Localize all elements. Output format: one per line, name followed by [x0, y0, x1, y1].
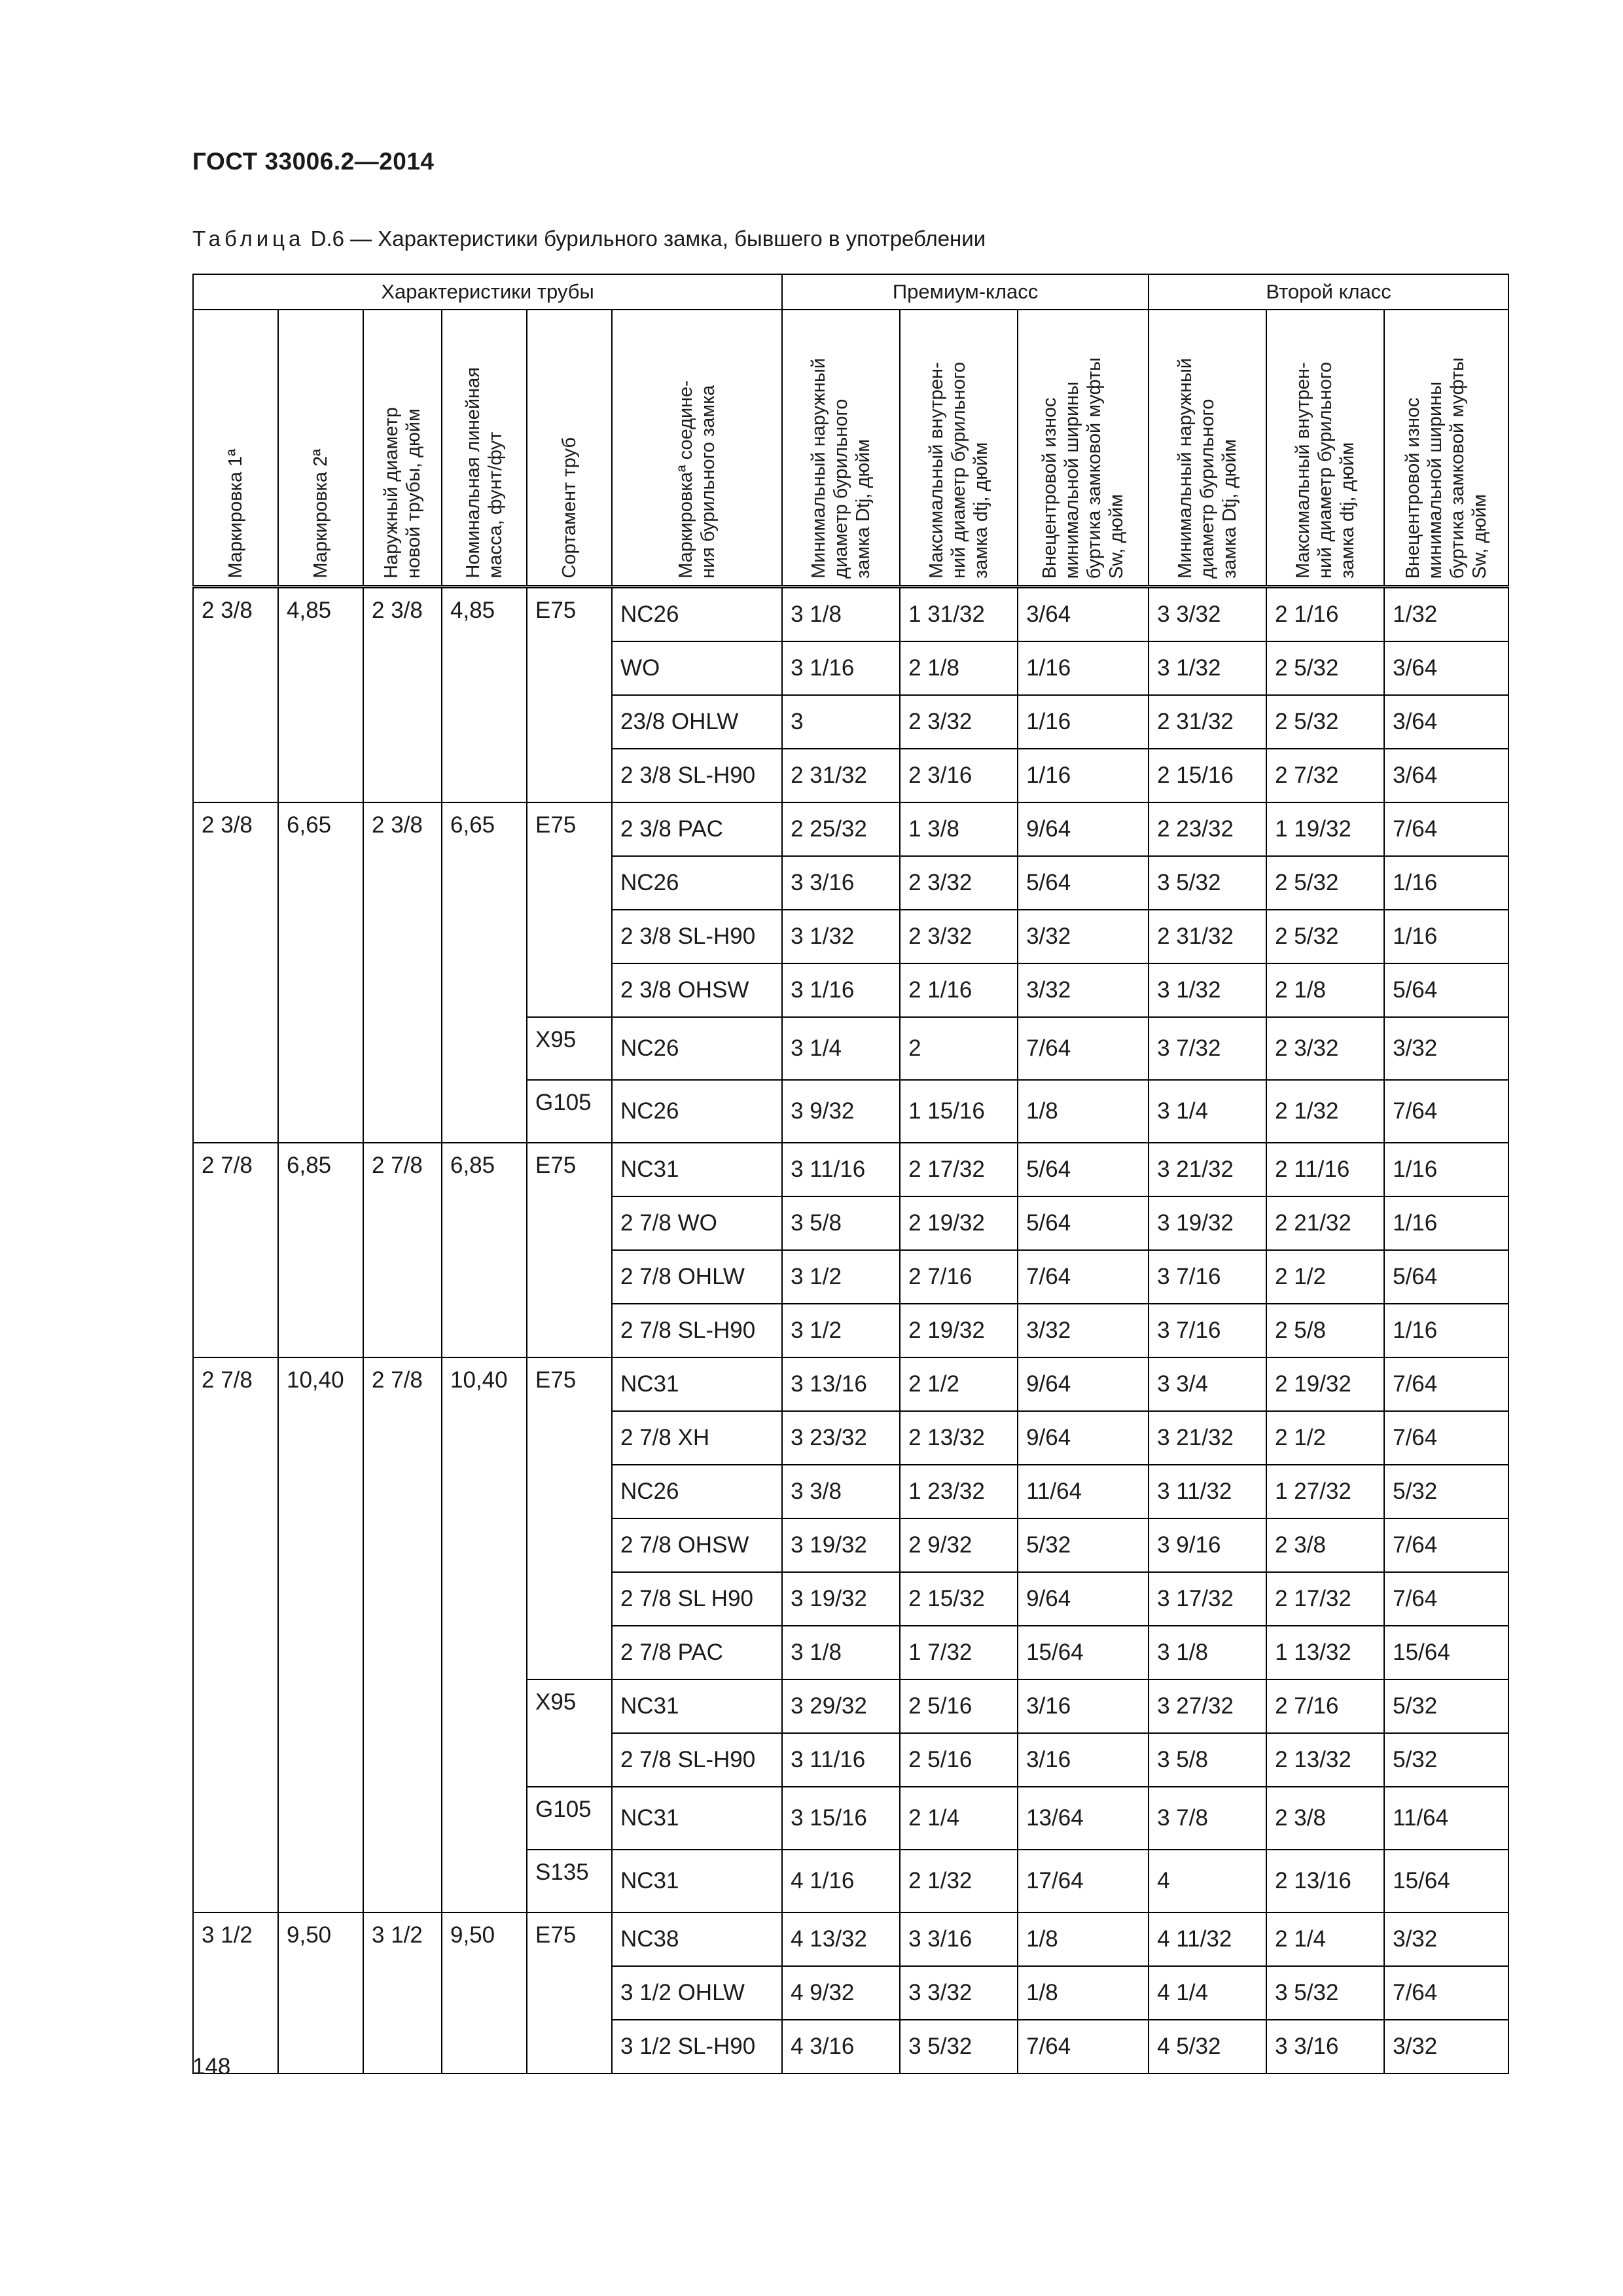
- cell-second-min-od: 4 11/32: [1149, 1912, 1266, 1966]
- cell-premium-max-id: 2 15/32: [900, 1572, 1018, 1626]
- cell-second-min-od: 2 23/32: [1149, 802, 1266, 856]
- cell-second-min-od: 4 1/4: [1149, 1966, 1266, 2020]
- cell-connection: NC26: [612, 1080, 782, 1143]
- group-header-second: Второй класс: [1149, 274, 1508, 310]
- cell-premium-max-id: 2 3/32: [900, 695, 1018, 749]
- cell-premium-max-id: 2 3/32: [900, 856, 1018, 910]
- cell-second-max-id: 2 3/32: [1266, 1017, 1384, 1080]
- cell-connection: NC26: [612, 856, 782, 910]
- cell-mark2: 10,40: [278, 1357, 363, 1912]
- document-header: ГОСТ 33006.2—2014: [192, 148, 435, 175]
- col-header-grade: Сортамент труб: [527, 310, 612, 587]
- col-header-premium-max-id: Максимальный внутрен- ний диаметр бурильного замка dtj, дюйм: [900, 310, 1018, 587]
- cell-connection: NC31: [612, 1679, 782, 1733]
- cell-second-min-od: 3 1/8: [1149, 1626, 1266, 1679]
- table-row: [193, 587, 1508, 642]
- cell-premium-max-id: 2 19/32: [900, 1304, 1018, 1357]
- cell-premium-min-od: 3 1/8: [782, 587, 900, 642]
- cell-premium-min-od: 2 25/32: [782, 802, 900, 856]
- cell-premium-max-id: 2 5/16: [900, 1733, 1018, 1787]
- cell-second-wear: 7/64: [1384, 802, 1508, 856]
- cell-premium-min-od: 4 3/16: [782, 2020, 900, 2073]
- cell-grade: E75: [527, 802, 612, 1017]
- cell-premium-wear: 17/64: [1018, 1850, 1149, 1912]
- cell-premium-max-id: 1 15/16: [900, 1080, 1018, 1143]
- cell-connection: NC31: [612, 1787, 782, 1850]
- page-number: 148: [192, 2054, 231, 2079]
- cell-second-min-od: 3 17/32: [1149, 1572, 1266, 1626]
- cell-second-wear: 11/64: [1384, 1787, 1508, 1850]
- cell-connection: NC26: [612, 1465, 782, 1518]
- cell-premium-max-id: 2: [900, 1017, 1018, 1080]
- cell-second-wear: 1/16: [1384, 910, 1508, 963]
- cell-connection: 2 7/8 OHSW: [612, 1518, 782, 1572]
- cell-connection: 2 7/8 SL-H90: [612, 1733, 782, 1787]
- cell-second-max-id: 2 3/8: [1266, 1787, 1384, 1850]
- cell-second-max-id: 2 17/32: [1266, 1572, 1384, 1626]
- cell-connection: NC26: [612, 1017, 782, 1080]
- cell-second-min-od: 3 7/16: [1149, 1250, 1266, 1304]
- cell-premium-min-od: 3 13/16: [782, 1357, 900, 1411]
- cell-mark1: 2 3/8: [193, 587, 278, 803]
- col-header-mark1: Маркировка 1ª: [193, 310, 278, 587]
- cell-second-wear: 1/16: [1384, 1196, 1508, 1250]
- cell-second-max-id: 2 1/4: [1266, 1912, 1384, 1966]
- cell-premium-min-od: 3 1/4: [782, 1017, 900, 1080]
- cell-premium-min-od: 3 5/8: [782, 1196, 900, 1250]
- cell-connection: 2 3/8 PAC: [612, 802, 782, 856]
- cell-premium-wear: 3/16: [1018, 1733, 1149, 1787]
- cell-premium-min-od: 3 9/32: [782, 1080, 900, 1143]
- cell-second-min-od: 2 31/32: [1149, 695, 1266, 749]
- cell-grade: E75: [527, 1912, 612, 2073]
- cell-second-wear: 7/64: [1384, 1518, 1508, 1572]
- column-header-row: [193, 310, 1508, 587]
- cell-second-min-od: 3 21/32: [1149, 1143, 1266, 1196]
- cell-second-min-od: 4 5/32: [1149, 2020, 1266, 2073]
- cell-second-min-od: 3 9/16: [1149, 1518, 1266, 1572]
- cell-grade: S135: [527, 1850, 612, 1912]
- cell-premium-wear: 1/16: [1018, 749, 1149, 802]
- cell-od: 2 3/8: [363, 587, 442, 803]
- col-header-od: Наружный диаметр новой трубы, дюйм: [363, 310, 442, 587]
- cell-mark1: 3 1/2: [193, 1912, 278, 2073]
- cell-premium-max-id: 1 7/32: [900, 1626, 1018, 1679]
- cell-second-wear: 15/64: [1384, 1626, 1508, 1679]
- cell-premium-wear: 9/64: [1018, 1411, 1149, 1465]
- cell-premium-wear: 9/64: [1018, 1357, 1149, 1411]
- cell-second-wear: 7/64: [1384, 1357, 1508, 1411]
- cell-second-max-id: 2 1/32: [1266, 1080, 1384, 1143]
- spec-table: [192, 274, 1509, 2074]
- cell-second-min-od: 3 3/4: [1149, 1357, 1266, 1411]
- cell-connection: NC31: [612, 1357, 782, 1411]
- cell-second-wear: 7/64: [1384, 1572, 1508, 1626]
- col-header-mark2: Маркировка 2ª: [278, 310, 363, 587]
- cell-second-wear: 5/64: [1384, 963, 1508, 1017]
- cell-second-wear: 1/16: [1384, 1143, 1508, 1196]
- cell-od: 2 7/8: [363, 1143, 442, 1357]
- col-header-second-max-id: Максимальный внутрен- ний диаметр бурильного замка dtj, дюйм: [1266, 310, 1384, 587]
- cell-premium-min-od: 2 31/32: [782, 749, 900, 802]
- cell-premium-max-id: 3 5/32: [900, 2020, 1018, 2073]
- cell-mark2: 6,85: [278, 1143, 363, 1357]
- cell-second-wear: 5/32: [1384, 1679, 1508, 1733]
- cell-premium-max-id: 2 1/16: [900, 963, 1018, 1017]
- cell-second-wear: 3/64: [1384, 749, 1508, 802]
- cell-second-max-id: 2 1/16: [1266, 587, 1384, 642]
- cell-premium-wear: 3/32: [1018, 910, 1149, 963]
- cell-mark1: 2 7/8: [193, 1357, 278, 1912]
- cell-premium-wear: 1/16: [1018, 695, 1149, 749]
- cell-connection: NC31: [612, 1850, 782, 1912]
- cell-second-wear: 7/64: [1384, 1411, 1508, 1465]
- cell-second-min-od: 3 5/8: [1149, 1733, 1266, 1787]
- cell-connection: NC26: [612, 587, 782, 642]
- cell-second-max-id: 2 5/32: [1266, 856, 1384, 910]
- cell-premium-max-id: 2 19/32: [900, 1196, 1018, 1250]
- cell-mass: 9,50: [442, 1912, 527, 2073]
- cell-premium-max-id: 1 31/32: [900, 587, 1018, 642]
- cell-premium-wear: 5/32: [1018, 1518, 1149, 1572]
- cell-premium-wear: 1/8: [1018, 1080, 1149, 1143]
- cell-second-wear: 1/32: [1384, 587, 1508, 642]
- table-container: [192, 274, 1501, 2074]
- cell-premium-max-id: 2 1/8: [900, 641, 1018, 695]
- cell-premium-min-od: 3 11/16: [782, 1733, 900, 1787]
- cell-connection: 2 3/8 SL-H90: [612, 749, 782, 802]
- cell-mass: 4,85: [442, 587, 527, 803]
- table-row: [193, 1912, 1508, 1966]
- cell-second-max-id: 2 13/32: [1266, 1733, 1384, 1787]
- cell-second-max-id: 2 3/8: [1266, 1518, 1384, 1572]
- cell-grade: E75: [527, 587, 612, 803]
- col-header-second-min-od: Минимальный наружный диаметр бурильного замка Dtj, дюйм: [1149, 310, 1266, 587]
- table-body: [193, 587, 1508, 2074]
- cell-second-wear: 3/64: [1384, 695, 1508, 749]
- cell-second-max-id: 2 1/2: [1266, 1250, 1384, 1304]
- cell-premium-wear: 9/64: [1018, 802, 1149, 856]
- cell-premium-min-od: 4 1/16: [782, 1850, 900, 1912]
- cell-premium-min-od: 3 11/16: [782, 1143, 900, 1196]
- cell-premium-max-id: 2 9/32: [900, 1518, 1018, 1572]
- cell-premium-wear: 5/64: [1018, 1143, 1149, 1196]
- cell-second-wear: 3/32: [1384, 1912, 1508, 1966]
- cell-grade: E75: [527, 1357, 612, 1679]
- table-row: [193, 802, 1508, 856]
- cell-grade: G105: [527, 1787, 612, 1850]
- table-row: [193, 1143, 1508, 1196]
- cell-second-max-id: 2 21/32: [1266, 1196, 1384, 1250]
- cell-second-max-id: 2 5/32: [1266, 641, 1384, 695]
- cell-second-max-id: 1 13/32: [1266, 1626, 1384, 1679]
- cell-premium-min-od: 3 1/16: [782, 963, 900, 1017]
- cell-premium-max-id: 2 13/32: [900, 1411, 1018, 1465]
- cell-premium-wear: 1/8: [1018, 1912, 1149, 1966]
- cell-premium-min-od: 3 19/32: [782, 1518, 900, 1572]
- cell-second-wear: 1/16: [1384, 856, 1508, 910]
- col-header-premium-wear: Внецентровой износ минимальной ширины буртика замковой муфты Sw, дюйм: [1018, 310, 1149, 587]
- cell-second-min-od: 3 7/32: [1149, 1017, 1266, 1080]
- cell-second-max-id: 3 5/32: [1266, 1966, 1384, 2020]
- cell-second-min-od: 2 15/16: [1149, 749, 1266, 802]
- cell-premium-min-od: 3 3/16: [782, 856, 900, 910]
- cell-second-min-od: 3 21/32: [1149, 1411, 1266, 1465]
- cell-second-wear: 7/64: [1384, 1080, 1508, 1143]
- cell-premium-max-id: 2 5/16: [900, 1679, 1018, 1733]
- cell-mark2: 9,50: [278, 1912, 363, 2073]
- cell-premium-wear: 7/64: [1018, 2020, 1149, 2073]
- group-header-premium: Премиум-класс: [782, 274, 1149, 310]
- cell-second-wear: 3/32: [1384, 1017, 1508, 1080]
- cell-connection: 2 7/8 SL-H90: [612, 1304, 782, 1357]
- cell-premium-max-id: 1 3/8: [900, 802, 1018, 856]
- cell-grade: G105: [527, 1080, 612, 1143]
- cell-premium-wear: 13/64: [1018, 1787, 1149, 1850]
- cell-premium-max-id: 1 23/32: [900, 1465, 1018, 1518]
- cell-second-max-id: 2 5/32: [1266, 695, 1384, 749]
- cell-connection: NC31: [612, 1143, 782, 1196]
- cell-premium-min-od: 3 15/16: [782, 1787, 900, 1850]
- cell-premium-min-od: 3 23/32: [782, 1411, 900, 1465]
- cell-second-wear: 7/64: [1384, 1966, 1508, 2020]
- cell-premium-min-od: 3 1/16: [782, 641, 900, 695]
- cell-second-max-id: 2 1/2: [1266, 1411, 1384, 1465]
- cell-second-wear: 5/64: [1384, 1250, 1508, 1304]
- cell-second-wear: 15/64: [1384, 1850, 1508, 1912]
- cell-second-min-od: 3 5/32: [1149, 856, 1266, 910]
- cell-second-max-id: 3 3/16: [1266, 2020, 1384, 2073]
- cell-mass: 10,40: [442, 1357, 527, 1912]
- cell-premium-max-id: 2 1/2: [900, 1357, 1018, 1411]
- cell-second-min-od: 4: [1149, 1850, 1266, 1912]
- table-caption-prefix: Таблица: [192, 226, 305, 251]
- cell-connection: 2 3/8 SL-H90: [612, 910, 782, 963]
- cell-connection: 2 7/8 PAC: [612, 1626, 782, 1679]
- cell-second-min-od: 3 27/32: [1149, 1679, 1266, 1733]
- cell-premium-min-od: 3 1/32: [782, 910, 900, 963]
- cell-premium-max-id: 2 3/16: [900, 749, 1018, 802]
- cell-premium-wear: 1/8: [1018, 1966, 1149, 2020]
- group-header-row: [193, 274, 1508, 310]
- cell-mass: 6,65: [442, 802, 527, 1143]
- cell-second-max-id: 1 19/32: [1266, 802, 1384, 856]
- cell-second-min-od: 3 19/32: [1149, 1196, 1266, 1250]
- cell-second-min-od: 2 31/32: [1149, 910, 1266, 963]
- cell-od: 2 3/8: [363, 802, 442, 1143]
- cell-premium-min-od: 4 9/32: [782, 1966, 900, 2020]
- cell-premium-wear: 11/64: [1018, 1465, 1149, 1518]
- cell-premium-min-od: 3 1/2: [782, 1304, 900, 1357]
- cell-premium-wear: 5/64: [1018, 856, 1149, 910]
- col-header-second-wear: Внецентровой износ минимальной ширины буртика замковой муфты Sw, дюйм: [1384, 310, 1508, 587]
- cell-second-max-id: 2 19/32: [1266, 1357, 1384, 1411]
- cell-second-min-od: 3 3/32: [1149, 587, 1266, 642]
- cell-premium-min-od: 4 13/32: [782, 1912, 900, 1966]
- cell-second-min-od: 3 7/16: [1149, 1304, 1266, 1357]
- cell-mark1: 2 7/8: [193, 1143, 278, 1357]
- cell-second-max-id: 2 7/16: [1266, 1679, 1384, 1733]
- cell-connection: WO: [612, 641, 782, 695]
- cell-premium-min-od: 3 19/32: [782, 1572, 900, 1626]
- cell-premium-wear: 5/64: [1018, 1196, 1149, 1250]
- cell-premium-min-od: 3 29/32: [782, 1679, 900, 1733]
- cell-premium-max-id: 3 3/32: [900, 1966, 1018, 2020]
- group-header-pipe: Характеристики трубы: [193, 274, 782, 310]
- cell-premium-wear: 3/64: [1018, 587, 1149, 642]
- cell-connection: 2 7/8 OHLW: [612, 1250, 782, 1304]
- cell-premium-wear: 15/64: [1018, 1626, 1149, 1679]
- cell-premium-wear: 7/64: [1018, 1017, 1149, 1080]
- cell-premium-wear: 3/32: [1018, 963, 1149, 1017]
- cell-premium-max-id: 2 1/32: [900, 1850, 1018, 1912]
- cell-mark1: 2 3/8: [193, 802, 278, 1143]
- table-caption-text: D.6 — Характеристики бурильного замка, бывшего в употреблении: [310, 226, 986, 251]
- cell-second-min-od: 3 1/32: [1149, 641, 1266, 695]
- cell-second-wear: 5/32: [1384, 1733, 1508, 1787]
- cell-premium-wear: 9/64: [1018, 1572, 1149, 1626]
- cell-premium-wear: 1/16: [1018, 641, 1149, 695]
- cell-premium-wear: 3/16: [1018, 1679, 1149, 1733]
- cell-connection: 2 7/8 XH: [612, 1411, 782, 1465]
- cell-premium-max-id: 2 17/32: [900, 1143, 1018, 1196]
- cell-second-wear: 3/64: [1384, 641, 1508, 695]
- cell-second-max-id: 2 13/16: [1266, 1850, 1384, 1912]
- cell-connection: 2 7/8 WO: [612, 1196, 782, 1250]
- cell-second-wear: 3/32: [1384, 2020, 1508, 2073]
- cell-od: 2 7/8: [363, 1357, 442, 1912]
- table-row: [193, 1357, 1508, 1411]
- cell-connection: 23/8 OHLW: [612, 695, 782, 749]
- cell-grade: X95: [527, 1679, 612, 1787]
- cell-mass: 6,85: [442, 1143, 527, 1357]
- cell-connection: 3 1/2 OHLW: [612, 1966, 782, 2020]
- cell-second-max-id: 2 5/8: [1266, 1304, 1384, 1357]
- cell-od: 3 1/2: [363, 1912, 442, 2073]
- cell-premium-wear: 7/64: [1018, 1250, 1149, 1304]
- cell-mark2: 4,85: [278, 587, 363, 803]
- cell-premium-max-id: 3 3/16: [900, 1912, 1018, 1966]
- col-header-connection: Маркировкаª соедине- ния бурильного замка: [612, 310, 782, 587]
- cell-connection: 2 7/8 SL H90: [612, 1572, 782, 1626]
- cell-connection: 2 3/8 OHSW: [612, 963, 782, 1017]
- cell-second-max-id: 2 7/32: [1266, 749, 1384, 802]
- table-head: [193, 274, 1508, 587]
- cell-second-min-od: 3 1/32: [1149, 963, 1266, 1017]
- cell-premium-max-id: 2 3/32: [900, 910, 1018, 963]
- cell-premium-min-od: 3 3/8: [782, 1465, 900, 1518]
- cell-second-min-od: 3 7/8: [1149, 1787, 1266, 1850]
- cell-premium-wear: 3/32: [1018, 1304, 1149, 1357]
- cell-second-max-id: 2 1/8: [1266, 963, 1384, 1017]
- col-header-premium-min-od: Минимальный наружный диаметр бурильного замка Dtj, дюйм: [782, 310, 900, 587]
- cell-second-max-id: 1 27/32: [1266, 1465, 1384, 1518]
- table-caption: [192, 226, 986, 251]
- cell-second-wear: 1/16: [1384, 1304, 1508, 1357]
- cell-premium-min-od: 3 1/8: [782, 1626, 900, 1679]
- cell-premium-min-od: 3: [782, 695, 900, 749]
- cell-second-min-od: 3 1/4: [1149, 1080, 1266, 1143]
- cell-premium-min-od: 3 1/2: [782, 1250, 900, 1304]
- col-header-mass: Номинальная линейная масса, фунт/фут: [442, 310, 527, 587]
- cell-second-max-id: 2 11/16: [1266, 1143, 1384, 1196]
- cell-grade: E75: [527, 1143, 612, 1357]
- cell-connection: 3 1/2 SL-H90: [612, 2020, 782, 2073]
- cell-grade: X95: [527, 1017, 612, 1080]
- cell-premium-max-id: 2 1/4: [900, 1787, 1018, 1850]
- cell-connection: NC38: [612, 1912, 782, 1966]
- cell-second-min-od: 3 11/32: [1149, 1465, 1266, 1518]
- cell-mark2: 6,65: [278, 802, 363, 1143]
- cell-premium-max-id: 2 7/16: [900, 1250, 1018, 1304]
- cell-second-wear: 5/32: [1384, 1465, 1508, 1518]
- cell-second-max-id: 2 5/32: [1266, 910, 1384, 963]
